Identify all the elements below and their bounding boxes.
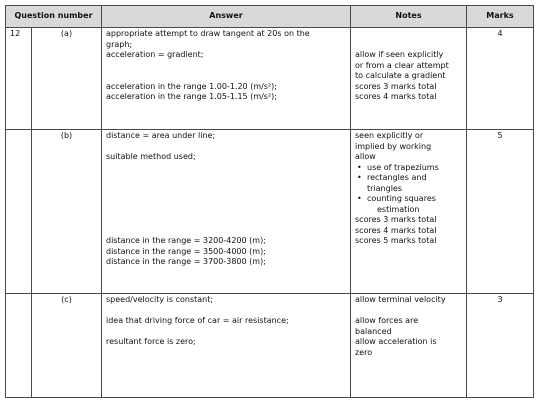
note-line: scores 5 marks total bbox=[355, 236, 437, 245]
part-cell: (a) bbox=[32, 28, 102, 130]
question-number-cell bbox=[6, 294, 32, 398]
answer-line bbox=[106, 205, 346, 216]
part-cell: (c) bbox=[32, 294, 102, 398]
note-line: seen explicitly or bbox=[355, 131, 424, 140]
answer-line bbox=[106, 184, 346, 195]
header-row bbox=[6, 6, 534, 28]
answer-line: speed/velocity is constant; bbox=[106, 295, 214, 304]
answer-line bbox=[106, 71, 346, 82]
answer-line: appropriate attempt to draw tangent at 20s on the bbox=[106, 29, 310, 38]
note-bullet: • use of trapeziums bbox=[355, 163, 462, 174]
note-line: allow if seen explicitly bbox=[355, 50, 444, 59]
note-bullet: • rectangles and bbox=[355, 173, 462, 184]
note-line: scores 4 marks total bbox=[355, 225, 437, 235]
answer-line: graph; bbox=[106, 39, 133, 49]
marks-cell: 4 bbox=[467, 28, 534, 130]
table-row-12c bbox=[6, 294, 534, 398]
note-line: scores 3 marks total bbox=[355, 215, 437, 224]
question-number-cell: 12 bbox=[6, 28, 32, 130]
note-line bbox=[355, 40, 462, 51]
answer-line: acceleration in the range 1.05-1.15 (m/s²); bbox=[106, 92, 277, 101]
answer-line bbox=[106, 173, 346, 184]
header-notes: Notes bbox=[351, 6, 467, 28]
marks-cell: 3 bbox=[467, 294, 534, 398]
answer-line bbox=[106, 226, 346, 237]
answer-line: acceleration in the range 1.00-1.20 (m/s²); bbox=[106, 81, 277, 91]
note-line: balanced bbox=[355, 326, 392, 336]
table-row-12b bbox=[6, 130, 534, 294]
answer-line: distance in the range = 3700-3800 (m); bbox=[106, 257, 266, 266]
note-line bbox=[355, 29, 462, 40]
note-bullet-continuation: estimation bbox=[377, 204, 420, 214]
mark-scheme bbox=[5, 5, 533, 409]
notes-cell bbox=[351, 130, 467, 294]
answer-line: distance in the range = 3200-4200 (m); bbox=[106, 236, 266, 245]
answer-cell bbox=[102, 28, 351, 130]
note-line: implied by working bbox=[355, 141, 432, 151]
note-line: allow bbox=[355, 152, 376, 161]
note-line: to calculate a gradient bbox=[355, 71, 446, 80]
part-cell: (b) bbox=[32, 130, 102, 294]
header-answer: Answer bbox=[102, 6, 351, 28]
question-number-cell bbox=[6, 130, 32, 294]
note-bullet: • counting squares bbox=[355, 194, 462, 205]
note-line: scores 4 marks total bbox=[355, 92, 437, 101]
note-line: or from a clear attempt bbox=[355, 60, 449, 70]
answer-cell bbox=[102, 294, 351, 398]
answer-line bbox=[106, 306, 346, 317]
answer-line: distance = area under line; bbox=[106, 131, 216, 140]
notes-cell bbox=[351, 28, 467, 130]
note-line bbox=[355, 306, 462, 317]
answer-line bbox=[106, 61, 346, 72]
notes-cell bbox=[351, 294, 467, 398]
answer-line: suitable method used; bbox=[106, 152, 196, 161]
answer-cell bbox=[102, 130, 351, 294]
header-marks: Marks bbox=[467, 6, 534, 28]
note-line: allow acceleration is bbox=[355, 337, 437, 346]
note-line: allow terminal velocity bbox=[355, 295, 446, 304]
answer-line bbox=[106, 215, 346, 226]
answer-line: resultant force is zero; bbox=[106, 337, 196, 346]
note-line: scores 3 marks total bbox=[355, 81, 437, 91]
table-row-12a bbox=[6, 28, 534, 130]
answer-line bbox=[106, 327, 346, 338]
note-bullet-continuation: triangles bbox=[367, 183, 403, 193]
header-question-number: Question number bbox=[6, 6, 102, 28]
answer-line: distance in the range = 3500-4000 (m); bbox=[106, 246, 266, 256]
answer-line bbox=[106, 194, 346, 205]
marks-cell: 5 bbox=[467, 130, 534, 294]
note-line: allow forces are bbox=[355, 316, 419, 325]
answer-line: idea that driving force of car = air resistance; bbox=[106, 316, 289, 325]
mark-scheme-table bbox=[5, 5, 534, 398]
answer-line bbox=[106, 163, 346, 174]
answer-line bbox=[106, 142, 346, 153]
answer-line: acceleration = gradient; bbox=[106, 50, 204, 59]
note-line: zero bbox=[355, 347, 373, 357]
